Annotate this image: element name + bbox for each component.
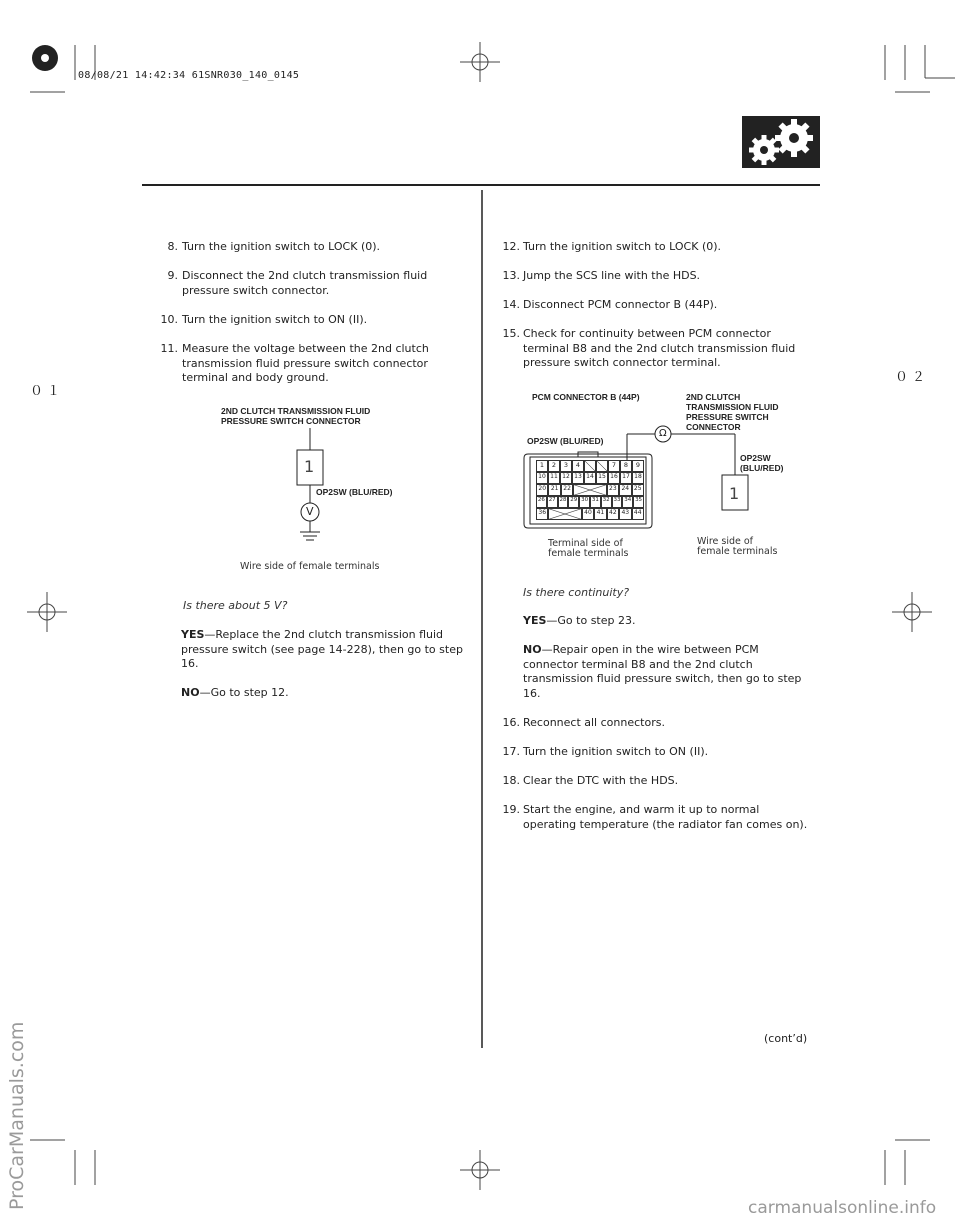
switch-wire-label-1: OP2SW: [740, 453, 771, 463]
pcm-row-5: 36 40 41 42 43 44: [536, 508, 644, 520]
left-voltmeter-icon: V: [306, 505, 314, 518]
page-mark-left: ０１: [30, 384, 65, 399]
switch-wire-label-2: (BLU/RED): [740, 463, 784, 473]
switch-connector-title-1: 2ND CLUTCH: [686, 392, 741, 402]
pcm-row-1: 1 2 3 4 7 8 9: [536, 460, 644, 472]
gears-icon: [742, 116, 820, 168]
left-wire-label: OP2SW (BLU/RED): [316, 487, 393, 497]
right-no-answer: NO—Repair open in the wire between PCM connector terminal B8 and the 2nd clutch transmission fluid pressure switch, then go to step 16.: [523, 643, 802, 700]
switch-connector-title-3: PRESSURE SWITCH: [686, 412, 769, 422]
pcm-terminal-grid: [536, 460, 644, 520]
pcm-wire-label: OP2SW (BLU/RED): [527, 436, 604, 446]
left-terminal-1: 1: [304, 457, 315, 476]
left-diagram-title-2: PRESSURE SWITCH CONNECTOR: [221, 416, 361, 426]
left-yes-answer: YES—Replace the 2nd clutch transmission fluid pressure switch (see page 14-228), then go to step 16.: [181, 628, 463, 670]
switch-connector-title-4: CONNECTOR: [686, 422, 741, 432]
right-yes-answer: YES—Go to step 23.: [523, 614, 636, 627]
right-question: Is there continuity?: [523, 586, 630, 599]
switch-connector-title-2: TRANSMISSION FLUID: [686, 402, 779, 412]
pcm-row-3: 20 21 22 23 24 25: [536, 484, 644, 496]
pcm-caption-2: female terminals: [548, 548, 629, 559]
side-watermark: ProCarManuals.com: [6, 1021, 28, 1210]
left-diagram-caption: Wire side of female terminals: [240, 561, 380, 572]
left-no-answer: NO—Go to step 12.: [181, 686, 289, 699]
page-mark-right: ０２: [895, 370, 930, 385]
left-question: Is there about 5 V?: [183, 599, 288, 612]
pcm-row-2: 10 11 12 13 14 15 16 17 18: [536, 472, 644, 484]
left-diagram-title-1: 2ND CLUTCH TRANSMISSION FLUID: [221, 406, 371, 416]
pcm-caption-1: Terminal side of: [548, 538, 623, 549]
print-stamp: 08/08/21 14:42:34 61SNR030_140_0145: [78, 70, 300, 81]
switch-terminal-1: 1: [729, 484, 740, 503]
ohmmeter-icon: Ω: [659, 428, 667, 439]
switch-caption-2: female terminals: [697, 546, 778, 557]
switch-caption-1: Wire side of: [697, 536, 754, 547]
pcm-row-4: 26 27 28 29 30 31 32 33 34 35: [536, 496, 644, 508]
continued-note: (cont’d): [764, 1032, 808, 1045]
pcm-connector-title: PCM CONNECTOR B (44P): [532, 392, 640, 402]
footer-watermark: carmanualsonline.info: [748, 1198, 937, 1218]
